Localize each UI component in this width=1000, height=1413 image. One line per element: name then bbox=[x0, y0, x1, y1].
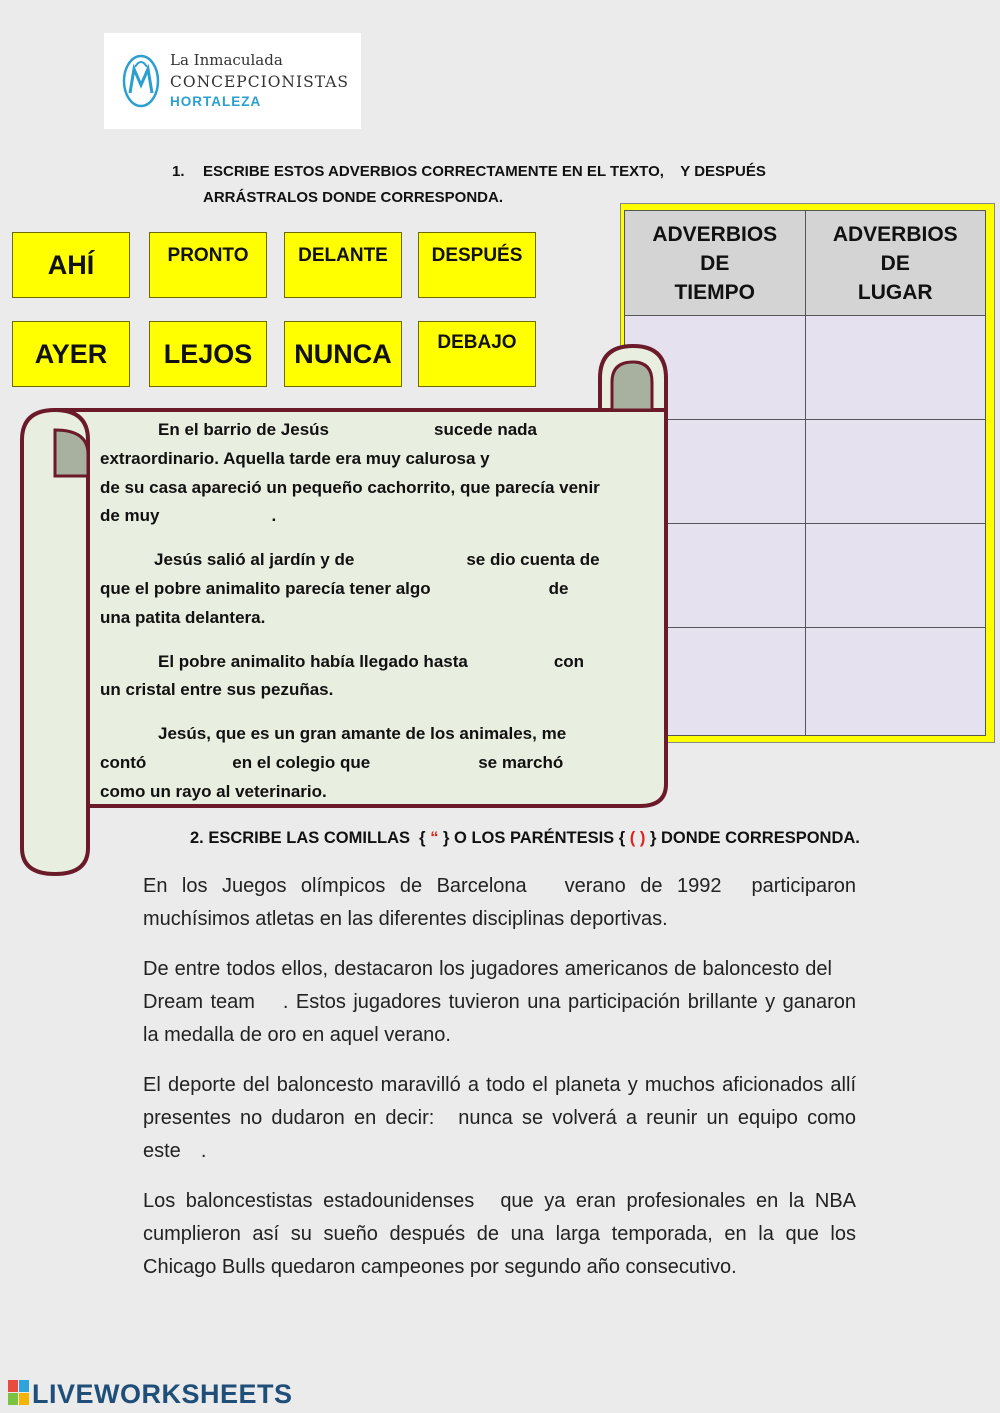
adverb-chip-nunca[interactable]: NUNCA bbox=[284, 321, 402, 387]
scroll-story-text bbox=[100, 416, 620, 822]
adverb-chip-ahi[interactable]: AHÍ bbox=[12, 232, 130, 298]
story-p3c: un cristal entre sus pezuñas. bbox=[100, 680, 334, 700]
header-lugar-line1: ADVERBIOS bbox=[832, 222, 958, 246]
ex2-p1b: verano de 1992 bbox=[564, 875, 722, 897]
story-p1d: de su casa apareció un pequeño cachorrito, que parecía venir bbox=[100, 477, 600, 497]
story-p2d: de bbox=[548, 578, 569, 598]
header-lugar-line2: DE bbox=[880, 251, 910, 275]
header-lugar-line3: LUGAR bbox=[857, 280, 933, 304]
logo-line-1: La Inmaculada bbox=[170, 51, 283, 69]
story-p1e: de muy bbox=[100, 506, 160, 526]
logo-line-2: CONCEPCIONISTAS bbox=[170, 73, 350, 91]
ex2-p2c: . Estos jugadores tuvieron una participación brillante y ganaron la medalla de oro en aquel verano. bbox=[143, 991, 856, 1046]
story-p1a: En el barrio de Jesús bbox=[158, 420, 330, 439]
logo-line-3: HORTALEZA bbox=[170, 94, 262, 109]
liveworksheets-blocks-icon bbox=[8, 1380, 30, 1406]
story-p4d: se marchó bbox=[478, 752, 564, 772]
exercise1-number: 1. bbox=[172, 163, 185, 180]
header-tiempo-line3: TIEMPO bbox=[674, 280, 755, 304]
ex2-p1a: En los Juegos olímpicos de Barcelona bbox=[143, 875, 527, 897]
story-paragraph-4 bbox=[100, 720, 620, 806]
adverb-chip-ayer[interactable]: AYER bbox=[12, 321, 130, 387]
story-p2c: que el pobre animalito parecía tener algo bbox=[100, 578, 431, 598]
exercise2-suffix: } DONDE CORRESPONDA. bbox=[649, 829, 860, 847]
story-paragraph-1 bbox=[100, 416, 620, 531]
ex2-p3c: . bbox=[200, 1140, 207, 1162]
adverb-chip-debajo[interactable]: DEBAJO bbox=[418, 321, 536, 387]
story-p3a: El pobre animalito había llegado hasta bbox=[158, 651, 468, 671]
ex2-p3a: El deporte del baloncesto maravilló a todo el planeta y muchos aficionados allí presentes no dudaron en decir: bbox=[143, 1074, 856, 1129]
ex2-p1c: participaron muchísimos atletas en las diferentes disciplinas deportivas. bbox=[143, 875, 856, 930]
adverb-chip-lejos[interactable]: LEJOS bbox=[149, 321, 267, 387]
ex2-p2a: De entre todos ellos, destacaron los jugadores americanos de baloncesto del bbox=[143, 958, 832, 980]
story-p4b: contó bbox=[100, 752, 147, 772]
exercise1-instruction-line2: ARRÁSTRALOS DONDE CORRESPONDA. bbox=[203, 189, 504, 206]
ex2-paragraph-4 bbox=[143, 1185, 856, 1284]
ex2-paragraph-2 bbox=[143, 953, 856, 1052]
exercise2-prefix: 2. ESCRIBE LAS COMILLAS { bbox=[190, 829, 426, 847]
liveworksheets-logo[interactable] bbox=[8, 1379, 293, 1411]
story-p4e: como un rayo al veterinario. bbox=[100, 781, 327, 801]
ex2-p2b: Dream team bbox=[143, 991, 255, 1013]
adverb-chip-pronto[interactable]: PRONTO bbox=[149, 232, 267, 298]
quote-symbol: “ bbox=[425, 829, 444, 847]
ex2-p4a: Los baloncestistas estadounidenses bbox=[143, 1190, 475, 1212]
story-paragraph-3 bbox=[100, 648, 620, 706]
liveworksheets-brand: LIVEWORKSHEETS bbox=[32, 1379, 293, 1409]
adverb-chip-delante[interactable]: DELANTE bbox=[284, 232, 402, 298]
story-p4c: en el colegio que bbox=[232, 752, 371, 772]
header-tiempo-line2: DE bbox=[700, 251, 730, 275]
exercise2-text bbox=[143, 870, 856, 1301]
story-p2b: se dio cuenta de bbox=[466, 550, 600, 570]
exercise2-instruction bbox=[190, 829, 860, 848]
ex2-p4b: que ya eran profesionales en la NBA cumplieron así su sueño después de una larga temporada, en la que los Chicago Bulls quedaron campeones por segundo año consecutivo. bbox=[143, 1190, 857, 1278]
parenthesis-symbol: ( ) bbox=[625, 829, 650, 847]
exercise1-instruction-line1: ESCRIBE ESTOS ADVERBIOS CORRECTAMENTE EN EL TEXTO, Y DESPUÉS bbox=[203, 163, 766, 180]
story-p1c: extraordinario. Aquella tarde era muy calurosa y bbox=[100, 448, 490, 468]
story-p1b: sucede nada bbox=[434, 420, 538, 439]
exercise2-mid: } O LOS PARÉNTESIS { bbox=[443, 829, 626, 847]
ex2-paragraph-3 bbox=[143, 1069, 856, 1168]
adverb-chip-despues[interactable]: DESPUÉS bbox=[418, 232, 536, 298]
story-p1f: . bbox=[271, 506, 277, 526]
story-p2e: una patita delantera. bbox=[100, 607, 266, 627]
header-tiempo-line1: ADVERBIOS bbox=[652, 222, 778, 246]
story-p3b: con bbox=[553, 651, 585, 671]
story-p2a: Jesús salió al jardín y de bbox=[154, 550, 355, 570]
ex2-p3b: nunca se volverá a reunir un equipo como este bbox=[143, 1107, 857, 1162]
ex2-paragraph-1 bbox=[143, 870, 856, 936]
story-paragraph-2 bbox=[100, 546, 620, 632]
story-p4a: Jesús, que es un gran amante de los animales, me bbox=[158, 724, 567, 744]
